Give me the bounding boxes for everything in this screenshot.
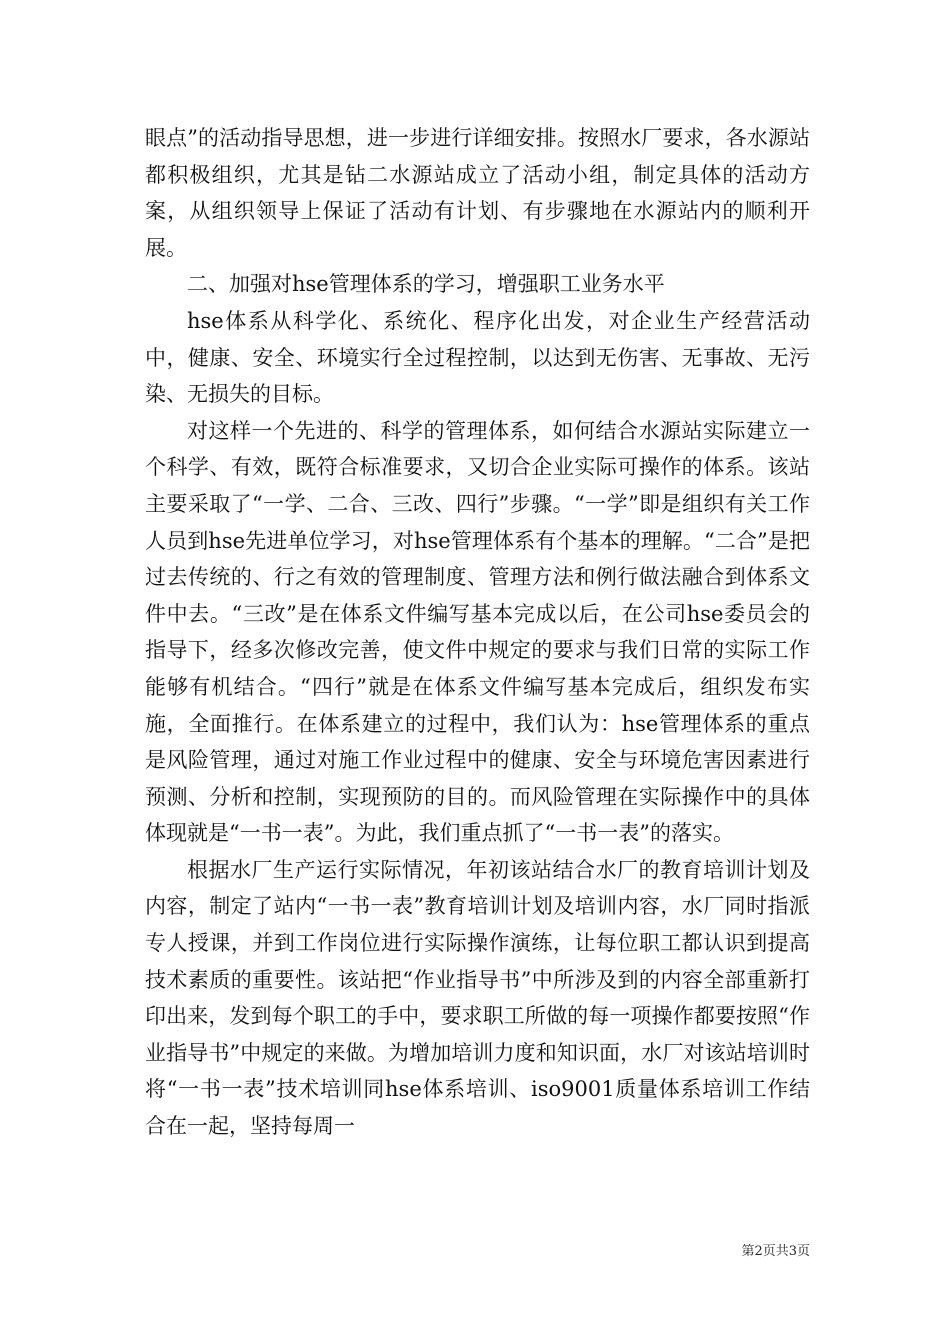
document-body xyxy=(145,120,810,1145)
section-heading: 二、加强对hse管理体系的学习，增强职工业务水平 xyxy=(187,272,665,297)
paragraph-2: hse体系从科学化、系统化、程序化出发，对企业生产经营活动中，健康、安全、环境实行全过程控制，以达到无伤害、无事故、无污染、无损失的目标。 xyxy=(145,308,810,407)
paragraph-4: 根据水厂生产运行实际情况，年初该站结合水厂的教育培训计划及内容，制定了站内“一书一表”教育培训计划及培训内容，水厂同时指派专人授课，并到工作岗位进行实际操作演练，让每位职工都认识到提高技术素质的重要性。该站把“作业指导书”中所涉及到的内容全部重新打印出来，发到每个职工的手中，要求职工所做的每一项操作都要按照“作业指导书”中规定的来做。为增加培训力度和知识面，水厂对该站培训时将“一书一表”技术培训同hse体系培训、iso9001质量体系培训工作结合在一起，坚持每周一 xyxy=(145,857,810,1139)
paragraph-3: 对这样一个先进的、科学的管理体系，如何结合水源站实际建立一个科学、有效，既符合标准要求，又切合企业实际可操作的体系。该站主要采取了“一学、二合、三改、四行”步骤。“一学”即是组织有关工作人员到hse先进单位学习，对hse管理体系有个基本的理解。“二合”是把过去传统的、行之有效的管理制度、管理方法和例行做法融合到体系文件中去。“三改”是在体系文件编写基本完成以后，在公司hse委员会的指导下，经多次修改完善，使文件中规定的要求与我们日常的实际工作能够有机结合。“四行”就是在体系文件编写基本完成后，组织发布实施，全面推行。在体系建立的过程中，我们认为：hse管理体系的重点是风险管理，通过对施工作业过程中的健康、安全与环境危害因素进行预测、分析和控制，实现预防的目的。而风险管理在实际操作中的具体体现就是“一书一表”。为此，我们重点抓了“一书一表”的落实。 xyxy=(145,418,810,846)
paragraph-1: 眼点”的活动指导思想，进一步进行详细安排。按照水厂要求，各水源站都积极组织，尤其是钻二水源站成立了活动小组，制定具体的活动方案，从组织领导上保证了活动有计划、有步骤地在水源站内的顺利开展。 xyxy=(145,126,810,260)
page-number-footer: 第2页共3页 xyxy=(741,1244,810,1259)
